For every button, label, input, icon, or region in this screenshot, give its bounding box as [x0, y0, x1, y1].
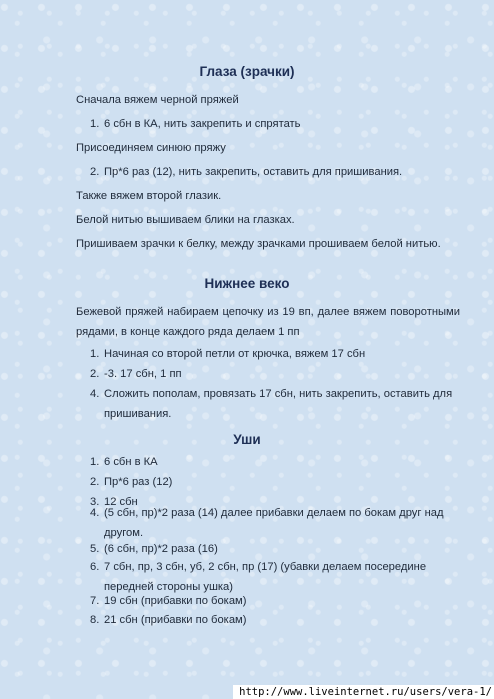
list-item-number: 5. — [90, 543, 100, 555]
list-item-number: 2. — [90, 368, 100, 380]
list-item-number: 3. — [90, 496, 100, 508]
list-item-number: 4. — [90, 388, 100, 400]
heading-ears: Уши — [233, 432, 261, 447]
list-item-number: 1. — [90, 348, 100, 360]
list-item — [90, 591, 462, 611]
list-item-text: 21 сбн (прибавки по бокам) — [104, 614, 247, 626]
list-item-text: (6 сбн, пр)*2 раза (16) — [104, 543, 218, 555]
list-item-text: -3. 17 сбн, 1 пп — [104, 368, 182, 380]
list-item-text: 7 сбн, пр, 3 сбн, уб, 2 сбн, пр (17) (убавки делаем посередине передней стороны ушка) — [104, 561, 427, 593]
paragraph-black-yarn: Сначала вяжем черной пряжей — [76, 94, 239, 106]
list-item-number: 8. — [90, 614, 100, 626]
list-item — [90, 610, 462, 630]
list-item — [90, 472, 462, 492]
list-item-text: Начиная со второй петли от крючка, вяжем 17 сбн — [104, 348, 366, 360]
list-item-text: Пр*6 раз (12), нить закрепить, оставить для пришивания. — [104, 166, 403, 178]
list-item — [90, 162, 462, 182]
list-item — [90, 384, 462, 424]
list-item-number: 7. — [90, 595, 100, 607]
heading-lower-eyelid: Нижнее веко — [204, 276, 290, 291]
list-item-text: 19 сбн (прибавки по бокам) — [104, 595, 247, 607]
list-item — [90, 364, 462, 384]
list-item — [90, 452, 462, 472]
paragraph-white-highlights: Белой нитью вышиваем блики на глазках. — [76, 214, 295, 226]
paragraph-sew-pupils: Пришиваем зрачки к белку, между зрачками прошиваем белой нитью. — [76, 238, 441, 250]
list-item — [90, 539, 462, 559]
list-item — [90, 503, 462, 543]
list-item-text: (5 сбн, пр)*2 раза (14) далее прибавки делаем по бокам друг над другом. — [104, 507, 444, 539]
source-url-watermark: http://www.liveinternet.ru/users/vera-1/ — [233, 685, 494, 699]
list-item-number: 1. — [90, 118, 100, 130]
list-item-text: Пр*6 раз (12) — [104, 476, 173, 488]
list-item-number: 2. — [90, 166, 100, 178]
list-item — [90, 344, 462, 364]
list-item — [90, 114, 462, 134]
list-item-number: 1. — [90, 456, 100, 468]
heading-eyes-pupils: Глаза (зрачки) — [199, 64, 295, 79]
paragraph-second-eye: Также вяжем второй глазик. — [76, 190, 222, 202]
list-item-text: 6 сбн в КА — [104, 456, 158, 468]
paragraph-eyelid-intro: Бежевой пряжей набираем цепочку из 19 вп, далее вяжем поворотными рядами, в конце каждого ряда делаем 1 пп — [76, 306, 460, 338]
list-item-number: 2. — [90, 476, 100, 488]
list-item-text: 6 сбн в КА, нить закрепить и спрятать — [104, 118, 301, 130]
paragraph-attach-blue-yarn: Присоединяем синюю пряжу — [76, 142, 226, 154]
list-item-text: 12 сбн — [104, 496, 138, 508]
list-item-text: Сложить пополам, провязать 17 сбн, нить закрепить, оставить для пришивания. — [104, 388, 453, 420]
list-item-number: 4. — [90, 507, 100, 519]
list-item-number: 6. — [90, 561, 100, 573]
